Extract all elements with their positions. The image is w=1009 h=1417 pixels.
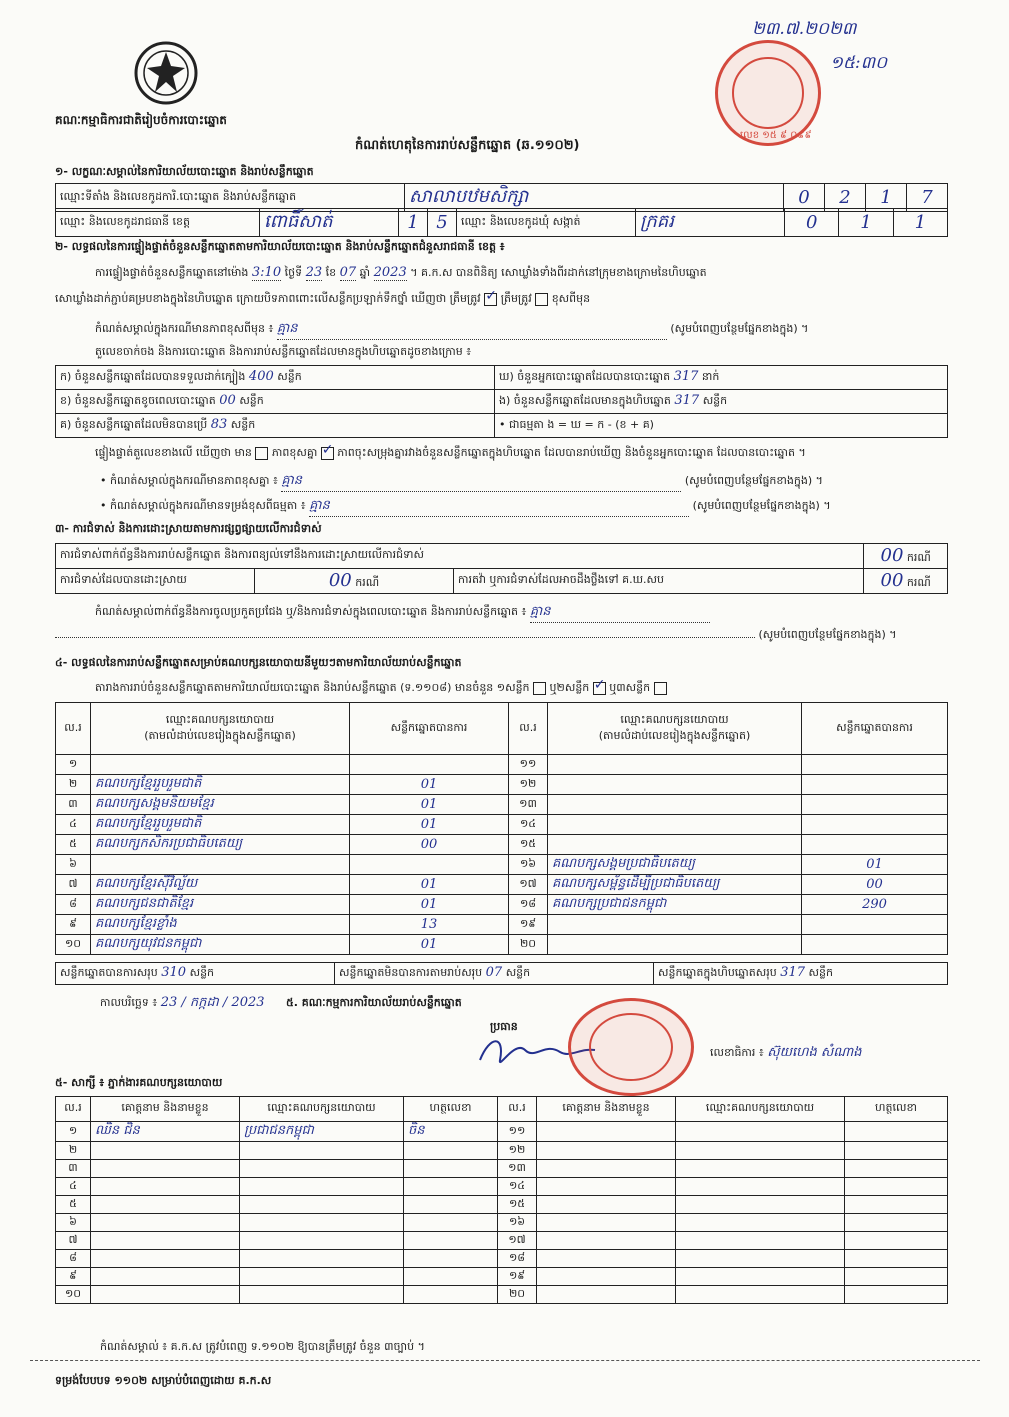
witness-no: ២ [68, 1142, 78, 1156]
objection-row1-value: 00 [880, 545, 904, 566]
result-party: គណបក្សខ្មែរខ្លាំង [95, 916, 177, 931]
w-col-name-right: គោត្តនាម និងនាមខ្លួន [537, 1097, 676, 1122]
count-intro: តួលេខចាក់ចង និងការបោះឆ្នោត និងការរាប់សន្លឹកឆ្នោតដែលមានក្នុងហិបឆ្នោតដូចខាងក្រោម ៖ [95, 345, 472, 358]
date-line [100, 994, 462, 1013]
correct-checkbox[interactable] [484, 293, 497, 306]
objection-row2-unit: ករណី [355, 576, 380, 589]
witness-sign [845, 1268, 948, 1286]
w-col-sign-right: ហត្ថលេខា [845, 1097, 948, 1122]
col-votes-left: សន្លឹកឆ្នោតបានការ [350, 703, 509, 755]
objection-row3-unit: ករណី [906, 576, 931, 589]
count-c-value: 83 [210, 417, 228, 432]
witness-party [676, 1214, 845, 1232]
table-row [56, 855, 948, 875]
witness-body [56, 1122, 948, 1304]
result-party: គណបក្សខ្មែររួបរួមជាតិ [95, 776, 202, 791]
witness-no: ១៦ [508, 1214, 526, 1228]
witness-name: ឈិន ជិន [95, 1123, 140, 1138]
section3-fill-line [55, 628, 897, 644]
stamp-time: ១៥:៣០ [830, 53, 888, 73]
result-no: ៥ [69, 836, 77, 850]
table-row [56, 895, 948, 915]
witness-party [676, 1178, 845, 1196]
witness-name [537, 1232, 676, 1250]
total-valid-unit: សន្លឹក [189, 966, 215, 979]
result-no: ១១ [519, 756, 537, 770]
province-code-2: 5 [436, 212, 448, 233]
witness-no: ១ [68, 1123, 78, 1137]
witness-no: ៥ [69, 1196, 77, 1210]
witness-name [537, 1250, 676, 1268]
note3-value: គ្មាន [309, 497, 689, 517]
witness-sign [845, 1232, 948, 1250]
total-valid: 310 [161, 965, 187, 980]
result-no: ១៩ [519, 916, 537, 930]
month-value: 07 [339, 265, 357, 280]
date-value: 23 / កក្កដា / 2023 [160, 995, 265, 1010]
result-party: គណបក្សខ្មែររួបរួមជាតិ [95, 816, 202, 831]
objection-row1-unit: ករណី [906, 551, 931, 564]
witness-name [537, 1196, 676, 1214]
count-e-unit: សន្លឹក [702, 394, 728, 407]
diff-checkbox[interactable] [255, 447, 268, 460]
result-votes: 01 [420, 877, 438, 892]
stamp-date: ២៣.៧.២០២៣ [752, 19, 857, 39]
witness-party [676, 1142, 845, 1160]
section4-intro-line [95, 681, 667, 697]
form-title: កំណត់ហេតុនៃការរាប់សន្លឹកឆ្នោត (ឆ.១១០២) [355, 138, 580, 153]
witness-no: ១៩ [508, 1268, 526, 1282]
year-value: 2023 [373, 265, 407, 280]
province-label: ឈ្មោះ និងលេខកូដរាជធានី ខេត្ត [56, 209, 260, 237]
witness-no: ១៣ [508, 1160, 526, 1174]
stamp-serial: លេខ ១៥ ៩ ០៩៩ [740, 130, 812, 141]
section1-title: ១- លក្ខណៈសម្គាល់នៃការិយាល័យបោះឆ្នោត និងរាប់សន្លឹកឆ្នោត [55, 165, 314, 178]
result-no: ៤ [69, 816, 77, 830]
totals-table [55, 962, 948, 985]
table-row [56, 1214, 948, 1232]
count-b-unit: សន្លឹក [239, 394, 264, 407]
office-code-1: 0 [798, 187, 810, 208]
objection-row2-label: ការជំទាស់ដែលបានដោះស្រាយ [56, 569, 255, 594]
fill-hint: (សូមបំពេញបន្ថែមផ្នែកខាងក្នុង) ។ [670, 322, 809, 335]
witness-sign [845, 1122, 948, 1142]
witness-sign [845, 1196, 948, 1214]
table-row [56, 755, 948, 775]
witness-name [537, 1122, 676, 1142]
witness-no: ១២ [508, 1142, 526, 1156]
col-party-left: ឈ្មោះគណបក្សនយោបាយ [165, 712, 275, 726]
witness-name [537, 1142, 676, 1160]
result-no: ១០ [64, 936, 82, 950]
note2-line [100, 472, 823, 492]
col-votes-right: សន្លឹកឆ្នោតបានការ [802, 703, 948, 755]
match-checkbox[interactable] [321, 447, 334, 460]
result-no: ១៧ [519, 876, 537, 890]
table-row [56, 1122, 948, 1142]
count-e-value: 317 [674, 393, 700, 408]
date-label: កាលបរិច្ឆេទ ៖ [100, 996, 158, 1009]
table-row [56, 875, 948, 895]
result-no: ៦ [69, 856, 77, 870]
col-no-left: ល.រ [56, 703, 91, 755]
count-table [55, 365, 948, 438]
witness-no: ២០ [508, 1286, 526, 1300]
count-e-label: ង) ចំនួនសន្លឹកឆ្នោតដែលមានក្នុងហិបឆ្នោត [499, 394, 671, 407]
note3-hint: (សូមបំពេញបន្ថែមផ្នែកខាងក្នុង) ។ [692, 499, 831, 512]
committee-label: ៥. គណៈកម្មការការិយាល័យរាប់សន្លឹកឆ្នោត [286, 996, 462, 1009]
result-votes: 00 [866, 877, 883, 892]
objection-table [55, 543, 948, 594]
day-label: ថ្ងៃទី [284, 266, 303, 279]
witness-no: ១១ [508, 1123, 526, 1137]
section4-title: ៤- លទ្ធផលនៃការរាប់សន្លឹកឆ្នោតសម្រាប់គណបក្សនយោបាយនីមួយៗតាមការិយាល័យរាប់សន្លឹកឆ្នោត [55, 656, 462, 669]
total-box-unit: សន្លឹក [808, 966, 833, 979]
opt2-label: ឬ៣សន្លឹក [609, 681, 651, 694]
result-no: ១ [68, 756, 78, 770]
witness-no: ១៤ [508, 1178, 526, 1192]
compare-tail: ភាពចុះសម្រុងគ្នារវាងចំនួនសន្លឹកឆ្នោតក្នុងហិបឆ្នោត ដែលបានរាប់ឃើញ និងចំនួនអ្នកបោះឆ្នោត ដែលបានបោះឆ្នោត ។ [337, 446, 806, 459]
witness-no: ៩ [69, 1268, 77, 1282]
witness-name [537, 1214, 676, 1232]
table-row [56, 1196, 948, 1214]
result-no: ៧ [68, 876, 78, 890]
count-a-unit: សន្លឹក [277, 370, 302, 383]
witness-no: ១០ [64, 1286, 82, 1300]
col-party-sub-right: (តាមលំដាប់លេខរៀងក្នុងសន្លឹកឆ្នោត) [598, 728, 751, 742]
section3-note-value: គ្មាន [530, 603, 710, 623]
objection-row3-label: ការតវ៉ា ឬការជំទាស់ដែលអាចដឹងថ្លឹងទៅ គ.ឃ.សប [454, 569, 864, 594]
two-sheet-checkbox[interactable] [593, 682, 606, 695]
result-votes: 01 [420, 777, 438, 792]
table-row [56, 835, 948, 855]
w-col-no-right: ល.រ [498, 1097, 537, 1122]
total-invalid: 07 [485, 965, 503, 980]
form-code: ទម្រង់បែបបទ ១១០២ សម្រាប់បំពេញដោយ គ.ក.ស [55, 1374, 272, 1387]
witness-no: ៧ [68, 1232, 78, 1246]
witness-no: ១៨ [508, 1250, 526, 1264]
objection-row3-value: 00 [880, 570, 904, 591]
table-row [56, 1250, 948, 1268]
result-no: ១៤ [519, 816, 537, 830]
w-col-party-right: ឈ្មោះគណបក្សនយោបាយ [676, 1097, 845, 1122]
table-row [56, 1232, 948, 1250]
count-b-value: 00 [219, 393, 236, 408]
results-body [56, 755, 948, 955]
total-box: 317 [780, 965, 806, 980]
note-label: កំណត់សម្គាល់ក្នុងករណីមានភាពខុសពីមុន ៖ [95, 322, 274, 335]
province-code-1: 1 [407, 212, 419, 233]
wrong-checkbox[interactable] [535, 293, 548, 306]
result-no: ១៥ [519, 836, 537, 850]
seal-line [55, 292, 590, 308]
result-votes: 01 [420, 937, 438, 952]
col-party-sub-left: (តាមលំដាប់លេខរៀងក្នុងសន្លឹកឆ្នោត) [144, 728, 296, 742]
emblem-icon [133, 40, 199, 106]
result-party: គណបក្សសង្គមនិយមខ្មែរ [95, 796, 214, 811]
result-votes: 01 [866, 857, 883, 872]
wrong-label: ខុសពីមុន [551, 292, 591, 305]
result-no: ៣ [68, 796, 78, 810]
section4-intro: តារាងការរាប់ចំនួនសន្លឹកឆ្នោតតាមការិយាល័យបោះឆ្នោត និងរាប់សន្លឹកឆ្នោត (ទ.១១០៨) មានចំនួន ១សន្លឹក [95, 681, 530, 694]
commune-code-3: 1 [914, 212, 927, 233]
results-table [55, 702, 948, 955]
col-no-right: ល.រ [509, 703, 548, 755]
seal-text: សោឃ្លាំងដាក់ភ្ជាប់គម្របខាងក្នុងនៃហិបឆ្នោត ក្រោយបិទភាពពោះលើសន្លឹកប្រឡាក់ទឹកថ្នាំ ឃើញថា ត្រឹមត្រូវ [55, 292, 481, 305]
witness-name [537, 1178, 676, 1196]
compare-text: ផ្ទៀងផ្ទាត់តួលេខខាងលើ ឃើញថា មាន [95, 446, 252, 459]
count-b-label: ខ) ចំនួនសន្លឹកឆ្នោតខូចពេលបោះឆ្នោត [60, 394, 216, 407]
witness-party [676, 1122, 845, 1142]
time-line [95, 265, 707, 282]
total-box-label: សន្លឹកឆ្នោតក្នុងហិបឆ្នោតសរុប [658, 966, 777, 979]
count-c-label: គ) ចំនួនសន្លឹកឆ្នោតដែលមិនបានប្រើ [60, 418, 208, 431]
witness-no: ៤ [69, 1178, 77, 1192]
result-party: គណបក្សជនជាតិខ្មែរ [95, 896, 194, 911]
note2-hint: (សូមបំពេញបន្ថែមផ្នែកខាងក្នុង) ។ [684, 474, 823, 487]
result-votes: 01 [420, 897, 438, 912]
formula: • ជាធម្មតា ង = ឃ = ក - (ខ + គ) [495, 414, 948, 438]
section3-title: ៣- ការជំទាស់ និងការដោះស្រាយតាមការផ្សព្វផ្សាយលើការជំទាស់ [55, 522, 322, 535]
witness-name [537, 1160, 676, 1178]
witness-sign: ចិន [408, 1123, 425, 1138]
table-row [56, 1178, 948, 1196]
opt1-label: ឬ២សន្លឹក [549, 681, 590, 694]
table-row [56, 775, 948, 795]
table-row [56, 915, 948, 935]
note2-value: គ្មាន [281, 472, 681, 492]
section2-title: ២- លទ្ធផលនៃការផ្ទៀងផ្ទាត់ចំនួនសន្លឹកឆ្នោតតាមការិយាល័យបោះឆ្នោត និងរាប់សន្លឹកឆ្នោតជំនួសរាជធានី ខេត្ត ៖ [55, 240, 505, 253]
office-label: ឈ្មោះទីតាំង និងលេខកូដការិ.បោះឆ្នោត និងរាប់សន្លឹកឆ្នោត [56, 184, 405, 212]
commune-code-1: 0 [805, 212, 818, 233]
secretary-line [710, 1044, 862, 1063]
count-d-unit: នាក់ [701, 370, 720, 383]
w-col-no-left: ល.រ [56, 1097, 91, 1122]
result-no: ១៦ [519, 856, 537, 870]
day-value: 23 [305, 265, 323, 280]
office-value: សាលាបឋមសិក្សា [409, 186, 529, 207]
result-no: ៨ [69, 896, 77, 910]
witness-sign [845, 1214, 948, 1232]
count-a-value: 400 [248, 369, 274, 384]
one-sheet-checkbox[interactable] [533, 682, 546, 695]
w-col-name-left: គោត្តនាម និងនាមខ្លួន [91, 1097, 240, 1122]
result-party: គណបក្សប្រជាជនកម្ពុជា [552, 896, 667, 911]
note3-line [100, 497, 831, 517]
result-no: ២០ [519, 936, 537, 950]
note3-label: • កំណត់សម្គាល់ក្នុងករណីមានទម្រង់ខុសពីធម្មតា ៖ [100, 499, 306, 512]
table-row [56, 935, 948, 955]
result-no: ៩ [69, 916, 77, 930]
total-invalid-label: សន្លឹកឆ្នោតមិនបានការតាមរាប់សរុប [339, 966, 483, 979]
section3-note [95, 603, 710, 623]
time-value: 3:10 [251, 265, 282, 280]
result-votes: 00 [420, 837, 438, 852]
witness-party [676, 1268, 845, 1286]
witness-no: ៣ [68, 1160, 78, 1174]
result-party: គណបក្សសម្ព័ន្ធដើម្បីប្រជាធិបតេយ្យ [552, 876, 720, 891]
result-votes: 290 [862, 897, 887, 912]
witness-party [676, 1232, 845, 1250]
result-votes: 13 [420, 917, 438, 932]
w-col-party-left: ឈ្មោះគណបក្សនយោបាយ [240, 1097, 404, 1122]
after-date-text: ។ គ.ក.ស បានពិនិត្យ សោឃ្លាំងទាំងពីរដាក់នៅក្រុមខាងក្រោមនៃហិបឆ្នោត [410, 266, 707, 279]
witness-sign [845, 1250, 948, 1268]
total-invalid-unit: សន្លឹក [505, 966, 531, 979]
year-label: ឆ្នាំ [359, 266, 371, 279]
footer-rule [30, 1360, 980, 1361]
three-sheet-checkbox[interactable] [654, 682, 667, 695]
table-row [56, 795, 948, 815]
witness-no: ១៧ [508, 1232, 526, 1246]
compare-yes: ភាពខុសគ្នា [271, 446, 318, 459]
witness-party [676, 1250, 845, 1268]
w-col-sign-left: ហត្ថលេខា [404, 1097, 498, 1122]
objection-row2-value: 00 [328, 570, 352, 591]
witness-party [676, 1160, 845, 1178]
objection-row1-label: ការជំទាស់ពាក់ព័ន្ធនឹងការរាប់សន្លឹកឆ្នោត និងការពន្យល់ទៅនឹងការដោះស្រាយលើការជំទាស់ [56, 544, 864, 569]
witness-sign [845, 1160, 948, 1178]
witness-sign [845, 1142, 948, 1160]
witness-sign [845, 1286, 948, 1304]
commune-value: ក្រគរ [640, 211, 674, 232]
note-line [95, 320, 950, 340]
compare-line [95, 446, 806, 462]
witness-no: ៨ [69, 1250, 77, 1264]
result-party: គណបក្សយុវជនកម្ពុជា [95, 936, 202, 951]
section1-table-2 [55, 208, 948, 237]
result-votes: 01 [420, 817, 438, 832]
witness-sign [845, 1178, 948, 1196]
office-code-2: 2 [839, 187, 851, 208]
section3-note-label: កំណត់សម្គាល់ពាក់ព័ន្ធនឹងការចូលប្រកួតប្រជែង ឬ/និងការជំទាស់ក្នុងពេលបោះឆ្នោត និងការរាប់សន្លឹកឆ្នោត ៖ [95, 605, 527, 618]
witness-party: ប្រជាជនកម្ពុជា [244, 1123, 314, 1138]
commune-code-2: 1 [860, 212, 872, 233]
note2-label: • កំណត់សម្គាល់ក្នុងករណីមានភាពខុសគ្នា ៖ [100, 474, 278, 487]
section3-fill-hint: (សូមបំពេញបន្ថែមផ្នែកខាងក្នុង) ។ [758, 628, 897, 641]
witness-no: ១៥ [508, 1196, 526, 1210]
count-a-label: ក) ចំនួនសន្លឹកឆ្នោតដែលបានទទួលដាក់ក្បៀង [60, 370, 246, 383]
section5-title: ៥- សាក្សី ៖ ភ្នាក់ងារគណបក្សនយោបាយ [55, 1076, 223, 1089]
witness-name [537, 1268, 676, 1286]
org-name: គណៈកម្មាធិការជាតិរៀបចំការបោះឆ្នោត [55, 113, 227, 127]
result-votes: 01 [420, 797, 438, 812]
result-party: គណបក្សកសិករប្រជាធិបតេយ្យ [95, 836, 243, 851]
chair-label: ប្រធាន [490, 1020, 518, 1033]
note-value: គ្មាន [277, 320, 667, 340]
correct-label: ត្រឹមត្រូវ [500, 292, 532, 305]
result-no: ១២ [519, 776, 537, 790]
result-no: ១៣ [519, 796, 537, 810]
time-text: ការផ្ទៀងផ្ទាត់ចំនួនសន្លឹកឆ្នោតនៅម៉ោង [95, 266, 249, 279]
col-party-right: ឈ្មោះគណបក្សនយោបាយ [620, 712, 729, 726]
province-value: ពោធិ៍សាត់ [264, 211, 333, 232]
secretary-label: លេខាធិការ ៖ [710, 1046, 764, 1059]
witness-no: ៦ [69, 1214, 77, 1228]
office-code-3: 1 [880, 187, 892, 208]
count-d-value: 317 [673, 369, 699, 384]
table-row [56, 1286, 948, 1304]
office-code-4: 7 [921, 187, 933, 208]
witness-table [55, 1096, 948, 1304]
table-row [56, 815, 948, 835]
table-row [56, 1142, 948, 1160]
table-row [56, 1268, 948, 1286]
result-party: គណបក្សខ្មែរស៊ីវិល្ល័យ [95, 876, 198, 891]
result-party: គណបក្សសង្គមប្រជាធិបតេយ្យ [552, 856, 696, 871]
footnote: កំណត់សម្គាល់ ៖ គ.ក.ស ត្រូវបំពេញ ទ.១១០២ ឱ្យបានត្រឹមត្រូវ ចំនួន ៣ច្បាប់ ។ [100, 1340, 425, 1353]
committee-stamp [568, 998, 694, 1096]
count-d-label: ឃ) ចំនួនអ្នកបោះឆ្នោតដែលបានបោះឆ្នោត [499, 370, 671, 383]
witness-party [676, 1196, 845, 1214]
secretary-value: ស៊ុយហេង សំណាង [767, 1045, 862, 1060]
table-row [56, 1160, 948, 1178]
witness-party [676, 1286, 845, 1304]
witness-name [537, 1286, 676, 1304]
month-label: ខែ [325, 266, 337, 279]
result-no: ១៨ [519, 896, 537, 910]
total-valid-label: សន្លឹកឆ្នោតបានការសរុប [60, 966, 158, 979]
commune-label: ឈ្មោះ និងលេខកូដឃុំ សង្កាត់ [457, 209, 636, 237]
count-c-unit: សន្លឹក [230, 418, 256, 431]
result-no: ២ [68, 776, 78, 790]
